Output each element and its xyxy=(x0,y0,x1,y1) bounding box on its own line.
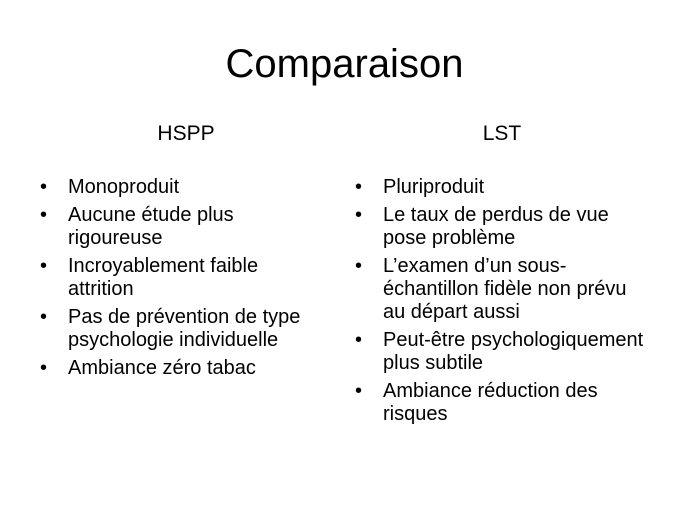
bullet-text: Ambiance zéro tabac xyxy=(68,357,256,379)
bullet-icon: • xyxy=(355,255,363,277)
bullet-icon: • xyxy=(40,357,48,379)
bullet-icon: • xyxy=(40,176,48,198)
bullet-item xyxy=(38,204,318,250)
bullet-text: Ambiance réduction des risques xyxy=(383,380,598,425)
bullet-item xyxy=(353,204,653,250)
bullet-text: Peut-être psychologiquement plus subtile xyxy=(383,329,644,374)
bullet-icon: • xyxy=(355,380,363,402)
bullet-text: Le taux de perdus de vue pose problème xyxy=(383,204,609,249)
bullet-icon: • xyxy=(40,255,48,277)
bullet-item xyxy=(353,329,653,375)
bullet-icon: • xyxy=(40,204,48,226)
bullet-text: Pluriproduit xyxy=(383,176,485,198)
bullet-text: L’examen d’un sous-échantillon fidèle non prévu au départ aussi xyxy=(383,255,627,323)
bullet-item xyxy=(38,176,318,199)
bullet-text: Aucune étude plus rigoureuse xyxy=(68,204,234,249)
column-header-lst: LST xyxy=(482,122,522,145)
bullet-item xyxy=(38,306,318,352)
bullet-text: Monoproduit xyxy=(68,176,180,198)
bullet-item xyxy=(353,380,653,426)
column-header-hspp: HSPP xyxy=(157,122,215,145)
bullet-item xyxy=(353,255,653,324)
slide-title: Comparaison xyxy=(225,42,464,86)
bullet-list-lst xyxy=(353,176,653,431)
bullet-text: Pas de prévention de type psychologie individuelle xyxy=(68,306,301,351)
bullet-icon: • xyxy=(355,329,363,351)
bullet-item xyxy=(353,176,653,199)
bullet-icon: • xyxy=(355,204,363,226)
bullet-icon: • xyxy=(40,306,48,328)
bullet-list-hspp xyxy=(38,176,318,385)
bullet-item xyxy=(38,255,318,301)
bullet-item xyxy=(38,357,318,380)
bullet-text: Incroyablement faible attrition xyxy=(68,255,259,300)
bullet-icon: • xyxy=(355,176,363,198)
